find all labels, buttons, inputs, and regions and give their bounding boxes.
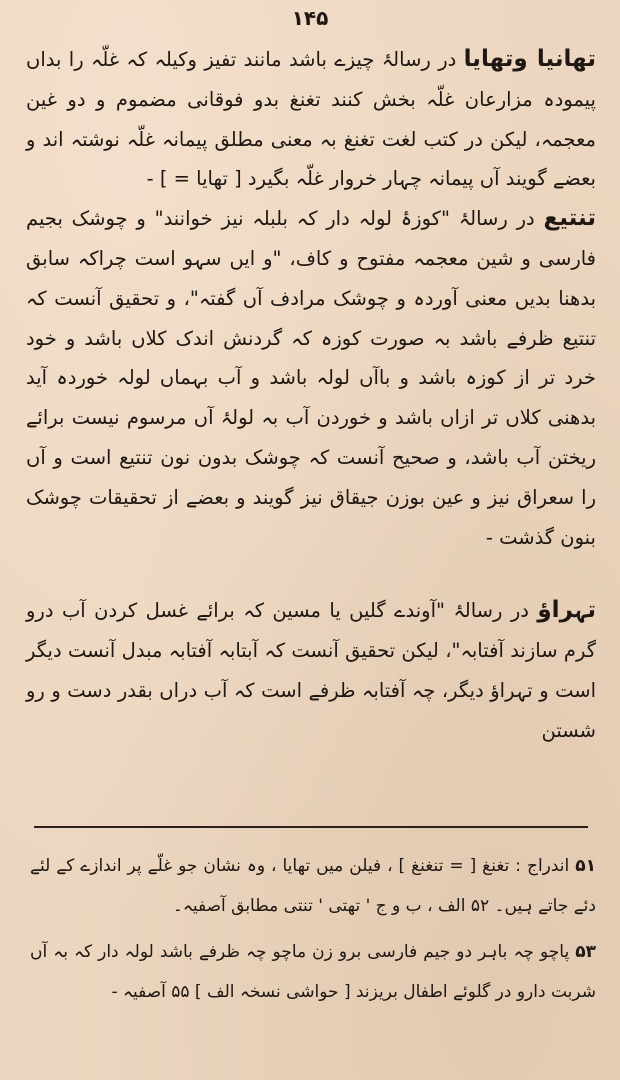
main-text	[26, 40, 596, 751]
footnote-marker: ۵۱	[575, 856, 597, 876]
footnotes	[30, 846, 596, 1018]
entry-text: در رسالۂ چیزے باشد مانند تفیز وکیلہ کہ غلّہ را بداں پیمودہ مزارعان غلّہ بخش کنند تغنغ بدو فوقانی مضموم و دو غین معجمہ، لیکن در کتب لغت تغنغ بہ معنی مطلق پیمانہ غلّہ نوشتہ اند و بعضے گویند آں پیمانہ چہار خروار غلّہ بگیرد [ تھایا = ] -	[26, 48, 596, 191]
entry-headword: تہراؤ	[537, 597, 596, 624]
entry-tantiya	[26, 199, 596, 557]
entry-headword: تنتیع	[543, 205, 596, 232]
footnote-item	[30, 846, 596, 926]
footnote-text: اندراج : تغنغ [ = تنغنغ ] ، فیلن میں تھایا ، وہ نشان جو غلّے پر اندازے کے لئے دئے جاتے ہیں۔ ۵۲ الف ، ب و ج ' تھتی ' تنتی مطابق آصفیہ۔	[30, 856, 596, 916]
entry-text: در رسالۂ "کوزۂ لولہ دار کہ بلبلہ نیز خوانند" و چوشک بجیم فارسی و شین معجمہ مفتوح و کاف، "و ایں سہو است چراکہ سابق بدھنا بدیں معنی آوردہ و چوشک مرادف آں گفتہ"، و تحقیق آنست کہ تنتیع ظرفے باشد بہ صورت کوزہ کہ گردنش اندک کلاں باشد و خود خرد تر از کوزہ باشد و باآں لولہ باشد و آب بہماں لولہ خوردہ آید بدھنی کلاں تر ازاں باشد و خوردن آب بہ لولۂ آں مرسوم نیست برائے ریختن آب باشد، و صحیح آنست کہ چوشک بدون نون تنتیع است و آں را سعراق نیز و عین بوزن جیقاق نیز گویند و بعضے از تحقیقات چوشک بنون گذشت -	[26, 207, 596, 549]
footnote-text: پاچو چہ باہر دو جیم فارسی برو زن ماچو چہ ظرفے باشد لولہ دار کہ بہ آں شربت دارو در گلوئے اطفال بریزند [ حواشی نسخہ الف ] ۵۵ آصفیہ -	[30, 942, 596, 1002]
footnote-divider	[34, 826, 588, 828]
page-number: ۱۴۵	[291, 6, 329, 30]
entry-headword: تھانیا وتھایا	[463, 46, 596, 72]
footnote-marker: ۵۳	[575, 942, 596, 962]
entry-text: در رسالۂ "آوندے گلیں یا مسین کہ برائے غسل کردن آب درو گرم سازند آفتابہ"، لیکن تحقیق آنست کہ آبتابہ آفتابہ مبدل آنست دیگر است و تہراؤ دیگر، چہ آفتابہ ظرفے است کہ آب دراں بقدر دست و رو شستن	[26, 599, 596, 742]
entry-thaniya	[26, 40, 596, 199]
entry-tahrao	[26, 591, 596, 750]
footnote-item	[30, 932, 596, 1012]
